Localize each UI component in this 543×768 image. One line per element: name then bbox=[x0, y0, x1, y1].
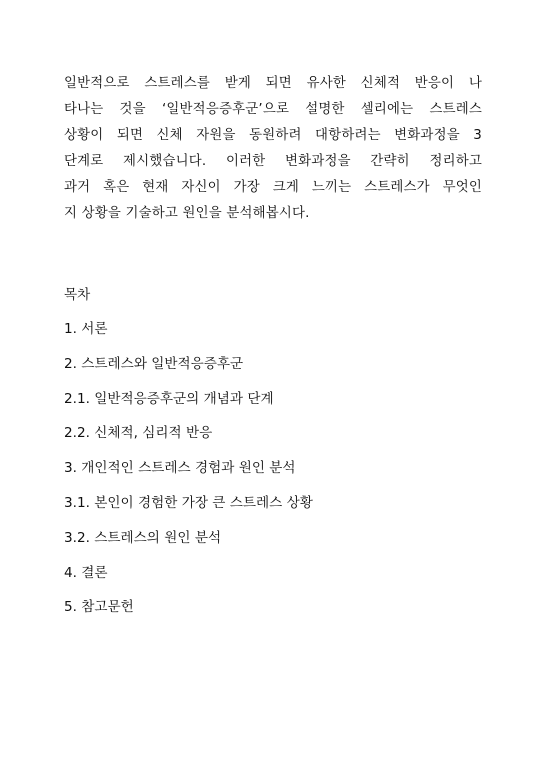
toc-item-stress-and-gas: 2. 스트레스와 일반적응증후군 bbox=[64, 355, 244, 372]
toc-item-references: 5. 참고문헌 bbox=[64, 599, 134, 616]
intro-line: 단계로 제시했습니다. 이러한 변화과정을 간략히 정리하고 bbox=[64, 154, 482, 169]
intro-line: 타나는 것을 ‘일반적응증후군’으로 설명한 셀리에는 스트레스 bbox=[64, 102, 482, 117]
intro-line: 상황이 되면 신체 자원을 동원하려 대항하려는 변화과정을 3 bbox=[64, 128, 482, 143]
toc-item-introduction: 1. 서론 bbox=[64, 321, 108, 337]
intro-paragraph bbox=[64, 71, 482, 227]
toc-item-cause-analysis: 3.2. 스트레스의 원인 분석 bbox=[64, 529, 222, 546]
intro-line: 지 상황을 기술하고 원인을 분석해봅시다. bbox=[64, 206, 310, 221]
toc-item-personal-experience: 3. 개인적인 스트레스 경험과 원인 분석 bbox=[64, 460, 296, 477]
toc-heading: 목차 bbox=[64, 287, 91, 303]
toc-item-conclusion: 4. 결론 bbox=[64, 564, 108, 581]
intro-line: 과거 혹은 현재 자신이 가장 크게 느끼는 스트레스가 무엇인 bbox=[64, 180, 482, 195]
toc-item-biggest-stress: 3.1. 본인이 경험한 가장 큰 스트레스 상황 bbox=[64, 494, 313, 511]
intro-line: 일반적으로 스트레스를 받게 되면 유사한 신체적 반응이 나 bbox=[64, 76, 482, 91]
toc-item-physical-psychological: 2.2. 신체적, 심리적 반응 bbox=[64, 425, 213, 442]
table-of-contents bbox=[64, 279, 484, 625]
toc-item-gas-concept-stages: 2.1. 일반적응증후군의 개념과 단계 bbox=[64, 390, 274, 407]
